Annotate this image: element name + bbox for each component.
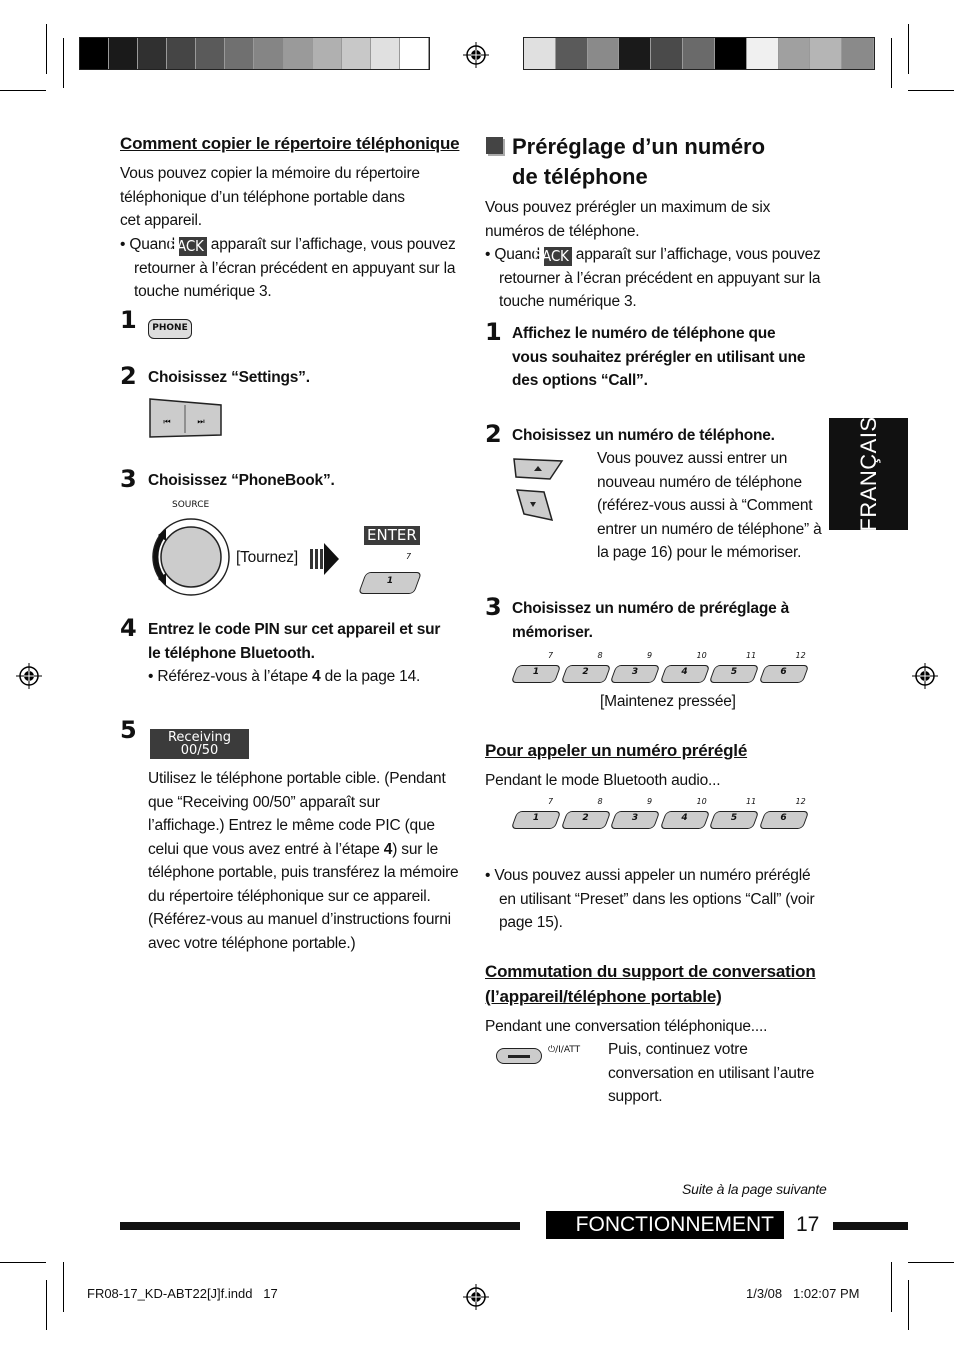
calibration-swatch — [371, 38, 400, 69]
footer-rule-left — [120, 1222, 520, 1230]
crop-mark — [63, 1262, 64, 1312]
step-number: 3 — [120, 465, 137, 493]
heading-square-icon — [486, 137, 503, 154]
preset-key-top-label: 12 — [795, 797, 806, 806]
crop-mark — [46, 1280, 47, 1330]
phone-button[interactable]: PHONE — [148, 319, 192, 339]
preset-key-top-label: 9 — [647, 651, 653, 660]
calibration-swatch — [138, 38, 167, 69]
calibration-swatch — [284, 38, 313, 69]
step5-text-2: ) sur le téléphone portable, puis transférez la mémoire du répertoire téléphonique sur ce appareil. (Référez-vous au manuel d’instructions fourni avec votre téléphone portable.) — [148, 840, 459, 952]
receiving-display — [150, 729, 249, 759]
preset-key-label: 2 — [582, 667, 589, 677]
crop-mark — [908, 90, 954, 91]
bullet-text-pre: Quand — [494, 246, 544, 263]
preset-key-label: 6 — [780, 667, 787, 677]
step4-bullet-post: de la page 14. — [320, 668, 421, 685]
calibration-swatch — [683, 38, 715, 69]
crop-mark — [891, 1262, 892, 1312]
preset-key-label: 2 — [582, 813, 589, 823]
intro-text: Vous pouvez copier la mémoire du répertoire téléphonique d’un téléphone portable dans cet appareil. — [120, 165, 420, 229]
arrow-right-icon — [308, 539, 340, 579]
preset-key-label: 4 — [681, 667, 688, 677]
crop-mark — [908, 1262, 954, 1263]
calibration-swatch — [779, 38, 811, 69]
step5-paragraph — [148, 767, 460, 955]
key-label: 1 — [386, 576, 394, 586]
preset-key-top-label: 10 — [696, 651, 707, 660]
sub2-text: Pendant une conversation téléphonique.... — [485, 1018, 768, 1035]
preset-key-label: 5 — [730, 813, 738, 823]
preset-key-top-label: 8 — [597, 797, 603, 806]
receiving-line1: Receiving — [167, 730, 231, 745]
crop-mark — [908, 24, 909, 74]
section-heading-preset: Préréglage d’un numéro de téléphone — [512, 134, 766, 189]
registration-mark-icon — [16, 663, 42, 689]
maintenez-label: [Maintenez pressée] — [600, 693, 736, 710]
crop-mark — [0, 90, 46, 91]
preset-key-label: 6 — [780, 813, 787, 823]
seek-buttons-icon[interactable] — [147, 397, 225, 439]
step4-bullet-bold: 4 — [312, 668, 321, 685]
step-number: 1 — [120, 306, 137, 334]
step2-description: Vous pouvez aussi entrer un nouveau numéro de téléphone (référez-vous aussi à “Comment entrer un numéro de téléphone” à la page 16) pour le mémoriser. — [597, 450, 822, 561]
up-button-icon[interactable] — [512, 457, 564, 481]
preset-key-top-label: 11 — [746, 797, 757, 806]
calibration-bar-right — [523, 37, 875, 70]
bullet-text-pre: Quand — [129, 236, 179, 253]
language-tab — [829, 418, 908, 530]
preset-key-top-label: 9 — [647, 797, 653, 806]
source-label: SOURCE — [172, 500, 210, 510]
print-date: 1/3/08 1:02:07 PM — [746, 1286, 860, 1301]
calibration-swatch — [715, 38, 747, 69]
subheading-switch-support — [485, 959, 825, 1009]
footer-rule-right — [833, 1222, 908, 1230]
step5-bold: 4 — [383, 840, 393, 858]
step-number: 4 — [120, 614, 137, 642]
calibration-swatch — [842, 38, 874, 69]
registration-mark-icon — [463, 42, 489, 68]
calibration-swatch — [342, 38, 371, 69]
step2-text: Choisissez un numéro de téléphone. — [512, 427, 775, 444]
sub1-bullet-text: Vous pouvez aussi appeler un numéro préréglé en utilisant “Preset” dans les options “Call” (voir page 15). — [494, 867, 815, 931]
crop-mark — [0, 1262, 46, 1263]
svg-text:⏭: ⏭ — [197, 417, 205, 426]
preset-key-label: 3 — [631, 813, 639, 823]
step3-text: Choisissez “PhoneBook”. — [148, 472, 335, 489]
calibration-swatch — [810, 38, 842, 69]
step-number: 1 — [485, 318, 502, 346]
preset-key-top-label: 8 — [597, 651, 603, 660]
key-top-label: 7 — [406, 552, 412, 561]
calibration-swatch — [225, 38, 254, 69]
preset-key-top-label: 10 — [696, 797, 707, 806]
crop-mark — [891, 38, 892, 88]
subheading-call-preset: Pour appeler un numéro préréglé — [485, 741, 748, 760]
calibration-swatch — [313, 38, 342, 69]
bullet-back: • Quand BACK apparaît sur l’affichage, vous pouvez retourner à l’écran précédent en appuyant sur la touche numérique 3. — [485, 246, 821, 310]
step4-bullet-pre: Référez-vous à l’étape — [157, 668, 313, 685]
preset-key-label: 1 — [532, 667, 540, 677]
preset-key-label: 5 — [730, 667, 738, 677]
calibration-swatch — [747, 38, 779, 69]
file-info: FR08-17_KD-ABT22[J]f.indd 17 — [87, 1286, 278, 1301]
calibration-swatch — [556, 38, 588, 69]
preset-key-top-label: 12 — [795, 651, 806, 660]
calibration-swatch — [524, 38, 556, 69]
step2-text: Choisissez “Settings”. — [148, 369, 310, 386]
section-heading-copy-phonebook: Comment copier le répertoire téléphonique — [120, 134, 460, 153]
calibration-swatch — [619, 38, 651, 69]
crop-mark — [908, 1280, 909, 1330]
preset-key-label: 3 — [631, 667, 639, 677]
att-label: ⏻/I/ATT — [548, 1045, 581, 1055]
bullet-text-post: apparaît sur l’affichage, vous pouvez retourner à l’écran précédent en appuyant sur la touche numérique 3. — [134, 236, 456, 300]
calibration-swatch — [400, 38, 429, 69]
preset-key-label: 1 — [532, 813, 540, 823]
step-number: 5 — [120, 716, 137, 744]
control-dial-icon[interactable] — [148, 515, 234, 599]
calibration-swatch — [254, 38, 283, 69]
sub2-description: Puis, continuez votre conversation en utilisant l’autre support. — [608, 1041, 815, 1105]
step-number: 2 — [120, 362, 137, 390]
sub1-bullet: • Vous pouvez aussi appeler un numéro préréglé en utilisant “Preset” dans les options “Call” (voir page 15). — [485, 867, 815, 931]
step-number: 3 — [485, 593, 502, 621]
tournez-label: [Tournez] — [236, 549, 298, 566]
crop-mark — [63, 38, 64, 88]
back-display-label: BACK — [179, 237, 207, 256]
preset-key-top-label: 11 — [746, 651, 757, 660]
registration-mark-icon — [912, 663, 938, 689]
receiving-line2: 00/50 — [180, 743, 219, 758]
att-button-bar — [508, 1055, 530, 1058]
bullet-back: • Quand BACK apparaît sur l’affichage, vous pouvez retourner à l’écran précédent en appuyant sur la touche numérique 3. — [120, 236, 456, 300]
preset-key-top-label: 7 — [548, 797, 554, 806]
preset-key-label: 4 — [681, 813, 688, 823]
step4-bullet: • Référez-vous à l’étape 4 de la page 14. — [148, 668, 421, 685]
calibration-swatch — [196, 38, 225, 69]
step3-text: Choisissez un numéro de préréglage à mémoriser. — [512, 600, 790, 641]
calibration-swatch — [167, 38, 196, 69]
continued-note: Suite à la page suivante — [682, 1181, 827, 1197]
calibration-swatch — [588, 38, 620, 69]
page-number: 17 — [796, 1213, 820, 1236]
language-tab-label: FRANÇAIS — [856, 416, 881, 532]
intro-text: Vous pouvez prérégler un maximum de six numéros de téléphone. — [485, 199, 771, 240]
back-display-label: BACK — [544, 247, 572, 266]
sub2-heading-line2: (l’appareil/téléphone portable) — [485, 987, 722, 1006]
calibration-bar-left — [79, 37, 430, 70]
calibration-swatch — [109, 38, 138, 69]
preset-key-top-label: 7 — [548, 651, 554, 660]
calibration-swatch — [80, 38, 109, 69]
sub1-text: Pendant le mode Bluetooth audio... — [485, 772, 721, 789]
bullet-text-post: apparaît sur l’affichage, vous pouvez retourner à l’écran précédent en appuyant sur la touche numérique 3. — [499, 246, 821, 310]
svg-text:⏮: ⏮ — [163, 417, 171, 426]
crop-mark — [46, 24, 47, 74]
step1-text: Affichez le numéro de téléphone que vous souhaitez prérégler en utilisant une des options “Call”. — [512, 325, 806, 389]
step5-text-1: Utilisez le téléphone portable cible. (Pendant que “Receiving 00/50” apparaît sur l’affichage.) Entrez le même code PIC (que celui que vous avez entré à l’étape — [148, 770, 446, 858]
section-label: FONCTIONNEMENT — [575, 1213, 774, 1236]
registration-mark-icon — [463, 1284, 489, 1310]
calibration-swatch — [651, 38, 683, 69]
down-button-icon[interactable] — [514, 488, 554, 522]
step4-text: Entrez le code PIN sur cet appareil et sur le téléphone Bluetooth. — [148, 621, 441, 662]
enter-display-label: ENTER — [364, 526, 420, 545]
step-number: 2 — [485, 420, 502, 448]
sub2-heading-line1: Commutation du support de conversation — [485, 962, 816, 981]
